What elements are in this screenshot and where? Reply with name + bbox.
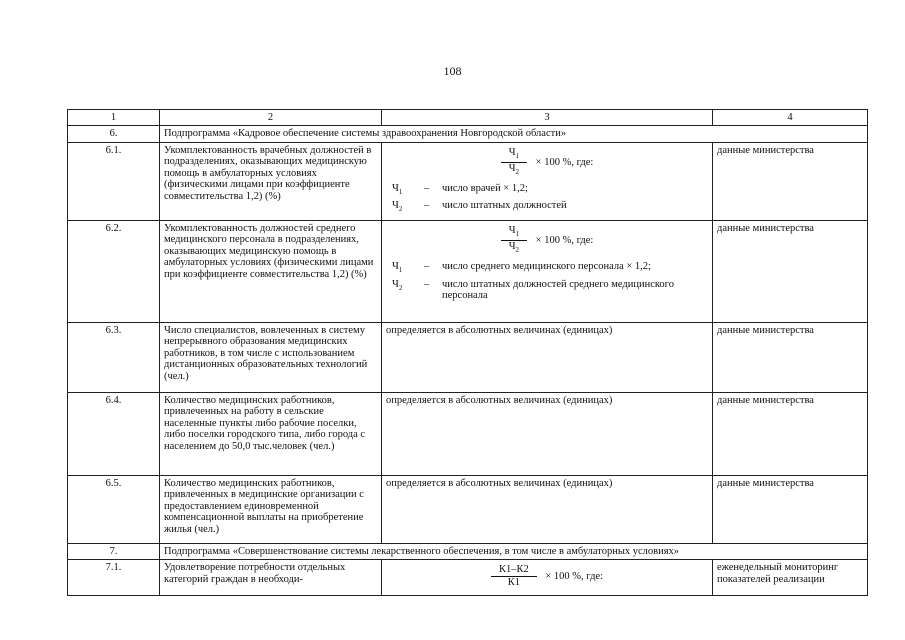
header-col-2: 2 bbox=[160, 110, 382, 126]
calculation-method: определяется в абсолютных величинах (единицах) bbox=[382, 392, 713, 475]
indicators-table bbox=[67, 109, 868, 596]
row-number: 7.1. bbox=[68, 560, 160, 596]
variable-definition: $Ч_2$ – число штатных должностей bbox=[392, 200, 567, 214]
section-row-6 bbox=[68, 126, 868, 143]
header-col-1: 1 bbox=[68, 110, 160, 126]
variable-definition: $Ч_2$ – число штатных должностей среднего медицинского персонала bbox=[392, 278, 674, 302]
indicator-description: Число специалистов, вовлеченных в систему непрерывного образования медицинских работников, в том числе с использованием дистанционных образовательных технологий (чел.) bbox=[160, 322, 382, 392]
row-number: 6.1. bbox=[68, 142, 160, 220]
data-source: данные министерства bbox=[713, 322, 868, 392]
table-row-6-3 bbox=[68, 322, 868, 392]
variable-definition: $Ч_1$ – число среднего медицинского персонала × 1,2; bbox=[392, 261, 651, 275]
indicator-description: Удовлетворение потребности отдельных категорий граждан в необходи- bbox=[160, 560, 382, 596]
indicator-description: Укомплектованность врачебных должностей в подразделениях, оказывающих медицинскую помощь в амбулаторных условиях (физическими лицами при коэффициенте совместительства 1,2) (%) bbox=[160, 142, 382, 220]
row-number: 6.5. bbox=[68, 475, 160, 543]
calculation-method: определяется в абсолютных величинах (единицах) bbox=[382, 322, 713, 392]
data-source: еженедельный мониторинг показателей реализации bbox=[713, 560, 868, 596]
table-row-6-5 bbox=[68, 475, 868, 543]
section-number: 7. bbox=[68, 543, 160, 560]
data-source: данные министерства bbox=[713, 142, 868, 220]
section-number: 6. bbox=[68, 126, 160, 143]
header-col-3: 3 bbox=[382, 110, 713, 126]
indicator-description: Количество медицинских работников, привлеченных в медицинские организации с предоставлением единовременной компенсационной выплаты на приобретение жилья (чел.) bbox=[160, 475, 382, 543]
formula: $\frac{К1-К2}{К1}$ × 100 %, где: bbox=[386, 564, 708, 588]
data-source: данные министерства bbox=[713, 220, 868, 322]
row-number: 6.4. bbox=[68, 392, 160, 475]
data-source: данные министерства bbox=[713, 392, 868, 475]
section-title: Подпрограмма «Совершенствование системы лекарственного обеспечения, в том числе в амбулаторных условиях» bbox=[160, 543, 868, 560]
formula: $\frac{Ч_1}{Ч_2}$ × 100 %, где: bbox=[386, 147, 708, 179]
page-number: 108 bbox=[443, 64, 462, 78]
row-number: 6.2. bbox=[68, 220, 160, 322]
variable-definition: $Ч_1$ – число врачей × 1,2; bbox=[392, 182, 528, 196]
row-number: 6.3. bbox=[68, 322, 160, 392]
header-row bbox=[68, 110, 868, 126]
data-source: данные министерства bbox=[713, 475, 868, 543]
table-row-6-1 bbox=[68, 142, 868, 220]
formula: $\frac{Ч_1}{Ч_2}$ × 100 %, где: bbox=[386, 225, 708, 257]
calculation-method bbox=[382, 220, 713, 322]
indicator-description: Укомплектованность должностей среднего медицинского персонала в подразделениях, оказывающих медицинскую помощь в амбулаторных условиях (физическими лицами при коэффициенте совместительства 1,2) (%) bbox=[160, 220, 382, 322]
table-row-7-1 bbox=[68, 560, 868, 596]
section-row-7 bbox=[68, 543, 868, 560]
section-title: Подпрограмма «Кадровое обеспечение системы здравоохранения Новгородской области» bbox=[160, 126, 868, 143]
calculation-method bbox=[382, 560, 713, 596]
calculation-method: определяется в абсолютных величинах (единицах) bbox=[382, 475, 713, 543]
calculation-method bbox=[382, 142, 713, 220]
table-row-6-4 bbox=[68, 392, 868, 475]
table-row-6-2 bbox=[68, 220, 868, 322]
indicator-description: Количество медицинских работников, привлеченных на работу в сельские населенные пункты либо рабочие поселки, либо поселки городского типа, либо города с населением до 50,0 тыс.человек (чел.) bbox=[160, 392, 382, 475]
header-col-4: 4 bbox=[713, 110, 868, 126]
